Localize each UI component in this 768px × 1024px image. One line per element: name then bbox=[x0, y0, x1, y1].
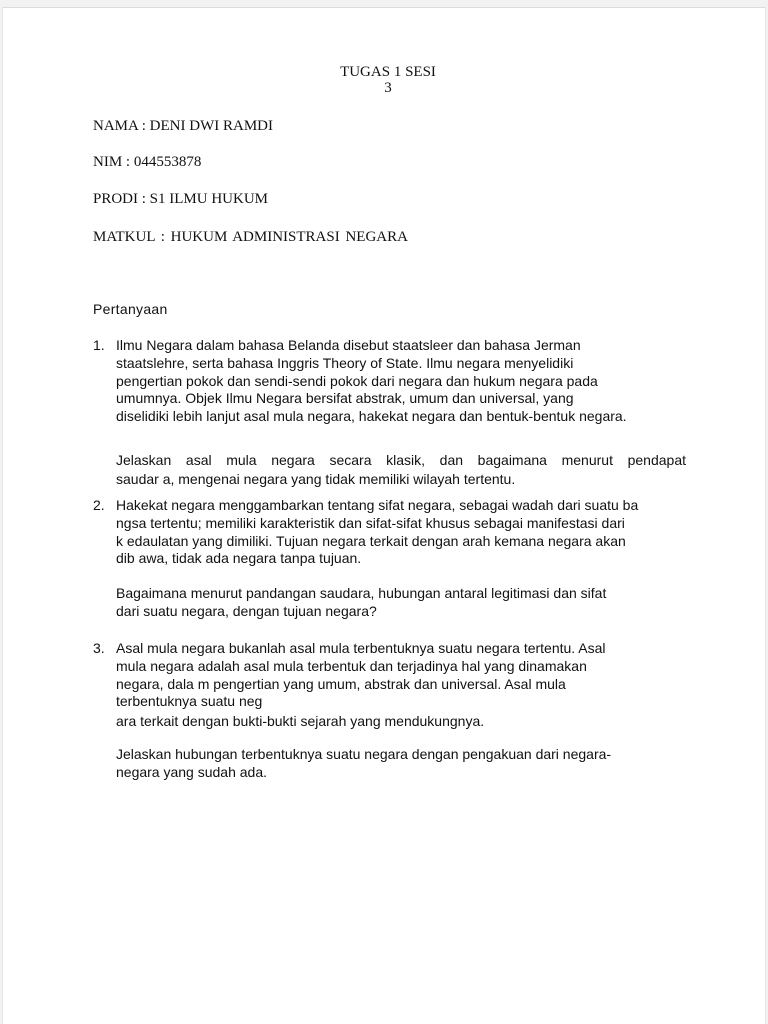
question-2-prompt bbox=[116, 585, 686, 621]
question-line: Jelaskan hubungan terbentuknya suatu negara dengan pengakuan dari negara- bbox=[116, 746, 612, 762]
question-line: dib awa, tidak ada negara tanpa tujuan. bbox=[116, 550, 362, 567]
title-line-2: 3 bbox=[384, 80, 392, 96]
question-line: saudar a, mengenai negara yang tidak memiliki wilayah tertentu. bbox=[116, 471, 516, 487]
document-title bbox=[3, 64, 768, 96]
question-line: umumnya. Objek Ilmu Negara bersifat abstrak, umum dan universal, yang bbox=[116, 390, 574, 407]
question-line: ara terkait dengan bukti-bukti sejarah yang mendukungnya. bbox=[116, 713, 485, 729]
question-3-paragraph-end bbox=[116, 713, 686, 731]
question-3-paragraph bbox=[116, 640, 686, 711]
student-name: NAMA : DENI DWI RAMDI bbox=[93, 118, 273, 134]
question-line: Jelaskan asal mula negara secara klasik, dan bagaimana menurut pendapat bbox=[116, 452, 686, 468]
course-name: MATKUL : HUKUM ADMINISTRASI NEGARA bbox=[93, 229, 408, 245]
question-line: terbentuknya suatu neg bbox=[116, 693, 263, 710]
question-line: staatslehre, serta bahasa Inggris Theory of State. Ilmu negara menyelidiki bbox=[116, 354, 574, 371]
question-3-number: 3. bbox=[93, 640, 105, 656]
question-line: diselidiki lebih lanjut asal mula negara, hakekat negara dan bentuk-bentuk negara. bbox=[116, 408, 627, 425]
question-2-paragraph bbox=[116, 497, 686, 568]
study-program: PRODI : S1 ILMU HUKUM bbox=[93, 191, 269, 207]
question-line: Asal mula negara bukanlah asal mula terbentuknya suatu negara tertentu. Asal bbox=[116, 640, 606, 656]
question-line: negara yang sudah ada. bbox=[116, 763, 268, 780]
question-line: Hakekat negara menggambarkan tentang sifat negara, sebagai wadah dari suatu ba bbox=[116, 497, 639, 513]
question-2-number: 2. bbox=[93, 497, 105, 513]
document-page bbox=[2, 7, 766, 1024]
question-1-paragraph bbox=[116, 337, 686, 426]
question-1-number: 1. bbox=[93, 337, 105, 353]
question-line: k edaulatan yang dimiliki. Tujuan negara terkait dengan arah kemana negara akan bbox=[116, 532, 626, 549]
section-heading: Pertanyaan bbox=[93, 301, 168, 317]
student-nim: NIM : 044553878 bbox=[93, 154, 202, 170]
question-line: negara, dala m pengertian yang umum, abstrak dan universal. Asal mula bbox=[116, 675, 566, 692]
question-1-prompt-end bbox=[116, 471, 686, 489]
question-line: Ilmu Negara dalam bahasa Belanda disebut staatsleer dan bahasa Jerman bbox=[116, 337, 581, 353]
question-line: ngsa tertentu; memiliki karakteristik dan sifat-sifat khusus sebagai manifestasi dari bbox=[116, 514, 625, 531]
question-line: mula negara adalah asal mula terbentuk dan terjadinya hal yang dinamakan bbox=[116, 657, 587, 674]
question-line: Bagaimana menurut pandangan saudara, hubungan antaral legitimasi dan sifat bbox=[116, 585, 607, 601]
question-3-prompt bbox=[116, 746, 686, 782]
title-line-1: TUGAS 1 SESI bbox=[340, 64, 436, 80]
question-line: dari suatu negara, dengan tujuan negara? bbox=[116, 602, 377, 619]
question-line: pengertian pokok dan sendi-sendi pokok dari negara dan hukum negara pada bbox=[116, 372, 598, 389]
